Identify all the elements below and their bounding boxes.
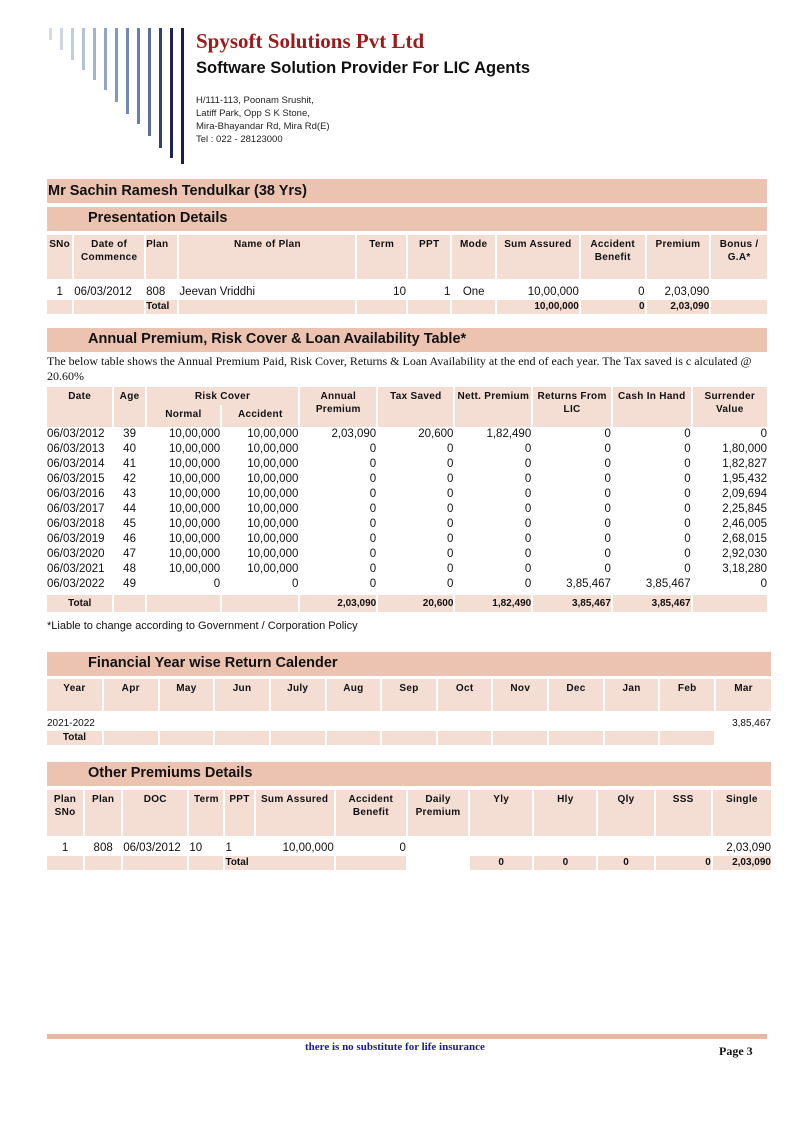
col-plan: Plan	[146, 235, 177, 279]
col-mode: Mode	[452, 235, 494, 279]
col-ppt: PPT	[225, 790, 253, 836]
col-oct: Oct	[438, 679, 492, 711]
total-row: Total 0 0 0 0 2,03,090	[47, 856, 771, 870]
annual-description: The below table shows the Annual Premium Paid, Risk Cover, Returns & Loan Availability at the end of each year. The Tax saved is c alculated @ 20.60%	[47, 354, 752, 383]
col-plan-name: Name of Plan	[179, 235, 355, 279]
col-risk-cover: Risk Cover	[147, 387, 299, 405]
table-row: 06/03/2014 41 10,00,000 10,00,000 0 0 0 0 0 1,82,827	[47, 458, 767, 470]
table-row: 06/03/2012 39 10,00,000 10,00,000 2,03,090 20,600 1,82,490 0 0 0	[47, 428, 767, 440]
annual-section-title: Annual Premium, Risk Cover & Loan Availability Table*	[47, 328, 767, 352]
table-row: 2021-2022 3,85,467	[47, 718, 771, 729]
table-row: 1 06/03/2012 808 Jeevan Vriddhi 10 1 One 10,00,000 0 2,03,090	[56, 286, 710, 298]
footer-divider	[47, 1034, 767, 1039]
col-aug: Aug	[327, 679, 381, 711]
col-year: Year	[47, 679, 102, 711]
col-daily-premium: Daily Premium	[408, 790, 468, 836]
col-apr: Apr	[104, 679, 158, 711]
policy-note: *Liable to change according to Government / Corporation Policy	[47, 620, 358, 632]
total-row: Total	[47, 731, 771, 745]
col-yly: Yly	[470, 790, 532, 836]
address-line: H/111-113, Poonam Srushit,	[196, 95, 314, 106]
col-jun: Jun	[215, 679, 269, 711]
col-july: July	[271, 679, 325, 711]
table-row: 06/03/2020 47 10,00,000 10,00,000 0 0 0 0 0 2,92,030	[47, 548, 767, 560]
other-premiums-section-title: Other Premiums Details	[47, 762, 771, 786]
col-single: Single	[713, 790, 771, 836]
table-row: 06/03/2016 43 10,00,000 10,00,000 0 0 0 0 0 2,09,694	[47, 488, 767, 500]
col-sep: Sep	[382, 679, 436, 711]
return-calendar-table	[45, 679, 773, 745]
col-bonus: Bonus / G.A*	[711, 235, 767, 279]
footer-slogan: there is no substitute for life insurance	[305, 1041, 485, 1053]
address-line: Mira-Bhayandar Rd, Mira Rd(E)	[196, 121, 330, 132]
col-sum-assured: Sum Assured	[256, 790, 334, 836]
presentation-table	[45, 235, 769, 314]
address-phone: Tel : 022 - 28123000	[196, 134, 283, 145]
table-row: 06/03/2021 48 10,00,000 10,00,000 0 0 0 0 0 3,18,280	[47, 563, 767, 575]
col-may: May	[160, 679, 214, 711]
col-doc: DOC	[123, 790, 187, 836]
calendar-section-title: Financial Year wise Return Calender	[47, 652, 771, 676]
col-qly: Qly	[598, 790, 653, 836]
col-sno: SNo	[47, 235, 72, 279]
col-returns: Returns From LIC	[533, 387, 611, 427]
table-row: 06/03/2017 44 10,00,000 10,00,000 0 0 0 0 0 2,25,845	[47, 503, 767, 515]
client-name-bar: Mr Sachin Ramesh Tendulkar (38 Yrs)	[47, 179, 767, 203]
col-cash-in-hand: Cash In Hand	[613, 387, 691, 427]
total-row: Total 2,03,090 20,600 1,82,490 3,85,467 3,85,467	[47, 595, 767, 612]
col-age: Age	[114, 387, 144, 427]
col-mar: Mar	[716, 679, 771, 711]
total-row: Total 10,00,000 0 2,03,090	[47, 300, 767, 314]
col-nett-premium: Nett. Premium	[455, 387, 531, 427]
col-ppt: PPT	[408, 235, 450, 279]
col-accident: Accident	[222, 405, 298, 427]
col-term: Term	[189, 790, 223, 836]
col-date-commence: Date of Commence	[74, 235, 144, 279]
col-surrender-value: Surrender Value	[693, 387, 767, 427]
other-premiums-table	[45, 790, 773, 870]
table-row: 06/03/2019 46 10,00,000 10,00,000 0 0 0 0 0 2,68,015	[47, 533, 767, 545]
col-hly: Hly	[534, 790, 596, 836]
table-row: 06/03/2018 45 10,00,000 10,00,000 0 0 0 0 0 2,46,005	[47, 518, 767, 530]
annual-premium-table	[45, 387, 769, 612]
col-accident-benefit: Accident Benefit	[336, 790, 406, 836]
presentation-section-title: Presentation Details	[47, 207, 767, 231]
col-tax-saved: Tax Saved	[378, 387, 453, 427]
col-sss: SSS	[656, 790, 711, 836]
col-plan-sno: Plan SNo	[47, 790, 83, 836]
col-plan: Plan	[85, 790, 121, 836]
table-row: 06/03/2022 49 0 0 0 0 0 3,85,467 3,85,467 0	[47, 578, 767, 590]
col-premium: Premium	[647, 235, 710, 279]
company-tagline: Software Solution Provider For LIC Agents	[196, 59, 530, 77]
table-row: 06/03/2013 40 10,00,000 10,00,000 0 0 0 0 0 1,80,000	[47, 443, 767, 455]
col-dec: Dec	[549, 679, 603, 711]
table-row: 06/03/2015 42 10,00,000 10,00,000 0 0 0 0 0 1,95,432	[47, 473, 767, 485]
col-jan: Jan	[605, 679, 659, 711]
col-nov: Nov	[493, 679, 547, 711]
address-line: Latiff Park, Opp S K Stone,	[196, 108, 310, 119]
col-sum-assured: Sum Assured	[497, 235, 579, 279]
col-date: Date	[47, 387, 112, 427]
col-normal: Normal	[147, 405, 220, 427]
col-annual-premium: Annual Premium	[300, 387, 376, 427]
company-name: Spysoft Solutions Pvt Ltd	[196, 29, 425, 53]
table-row: 1 808 06/03/2012 10 1 10,00,000 0 2,03,090	[61, 842, 771, 854]
col-accident-benefit: Accident Benefit	[581, 235, 645, 279]
col-term: Term	[357, 235, 406, 279]
page-number: Page 3	[719, 1044, 753, 1058]
col-feb: Feb	[660, 679, 714, 711]
